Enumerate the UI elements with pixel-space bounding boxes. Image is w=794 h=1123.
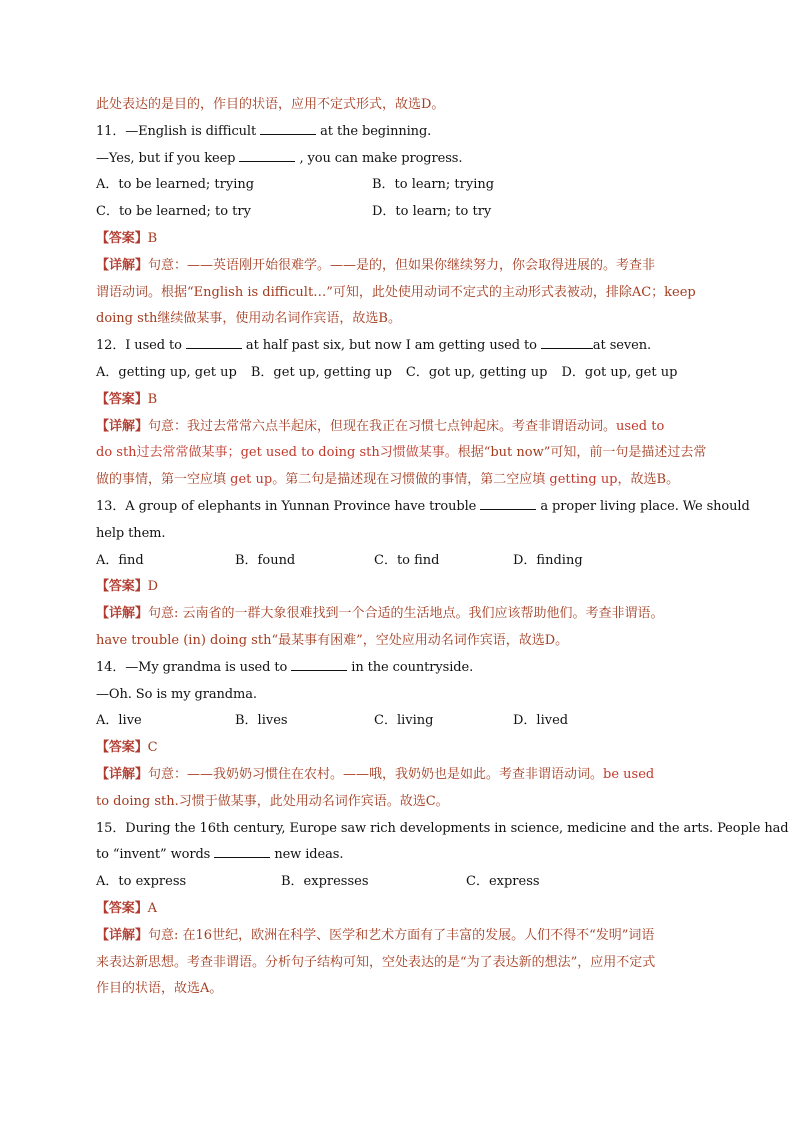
detail-line: have trouble (in) doing sth“最某事有困难”，空处应用动名词作宾语，故选D。 <box>96 632 569 648</box>
answer-value: B <box>147 230 158 246</box>
detail-line: to doing sth.习惯于做某事，此处用动名词作宾语。故选C。 <box>96 793 449 809</box>
answer-line <box>96 226 706 253</box>
option-a: A．getting up, get up <box>96 364 237 380</box>
option-b: B．to learn; trying <box>372 177 495 193</box>
intro-text: 此处表达的是目的，作目的状语，应用不定式形式，故选D。 <box>96 97 445 112</box>
option-d: D．to learn; to try <box>372 204 492 220</box>
detail-line: 【详解】句意：我过去常常六点半起床，但现在我正在习惯七点钟起床。考查非谓语动词。used to <box>96 418 665 434</box>
detail-label: 【详解】 <box>96 927 149 943</box>
option-c: C．to be learned; to try <box>96 204 251 220</box>
option-a: A．find <box>96 552 144 568</box>
question-text: —Oh. So is my grandma. <box>96 686 257 702</box>
detail-line: 作目的状语，故选A。 <box>96 981 223 997</box>
answer-blank <box>291 658 347 671</box>
detail-line: 【详解】句意：——我奶奶习惯住在农村。——哦，我奶奶也是如此。考查非谓语动词。be used <box>96 766 655 782</box>
options-row <box>96 869 706 896</box>
detail-line: 【详解】句意: 在16世纪，欧洲在科学、医学和艺术方面有了丰富的发展。人们不得不“发明”词语 <box>96 927 655 943</box>
answer-blank <box>480 497 536 510</box>
answer-value: C <box>147 740 158 756</box>
question-12 <box>96 333 706 494</box>
detail-label: 【详解】 <box>96 418 149 434</box>
answer-label: 【答案】 <box>96 740 148 756</box>
detail-line: 【详解】句意: 云南省的一群大象很难找到一个合适的生活地点。我们应该帮助他们。考查非谓语。 <box>96 606 664 622</box>
detail-line: do sth过去常常做某事；get used to doing sth习惯做某事。根据“but now”可知，前一句是描述过去常 <box>96 445 707 461</box>
detail-label: 【详解】 <box>96 257 149 273</box>
answer-label: 【答案】 <box>96 230 148 246</box>
option-b: B．expresses <box>281 874 369 890</box>
answer-label: 【答案】 <box>96 579 148 595</box>
question-text: 11．—English is difficult at the beginning. <box>96 123 432 139</box>
question-text: 12．I used to at half past six, but now I am getting used to at seven. <box>96 338 652 354</box>
document-page <box>96 92 789 1003</box>
option-c: C．to find <box>374 552 440 568</box>
detail-line: doing sth继续做某事，使用动名词作宾语，故选B。 <box>96 311 401 327</box>
answer-line <box>96 387 706 414</box>
answer-value: D <box>147 579 158 595</box>
option-c: C．living <box>374 713 434 729</box>
answer-line <box>96 735 706 762</box>
detail-label: 【详解】 <box>96 766 149 782</box>
options-row <box>96 708 706 735</box>
detail-line: 来表达新思想。考查非谓语。分析句子结构可知，空处表达的是“为了表达新的想法”，应用不定式 <box>96 954 656 970</box>
option-c: C．express <box>466 874 540 890</box>
answer-value: B <box>147 391 158 407</box>
question-text: 14．—My grandma is used to in the countryside. <box>96 659 474 675</box>
option-a: A．live <box>96 713 142 729</box>
question-text: 15．During the 16th century, Europe saw rich developments in science, medicine and the arts. People had <box>96 820 789 836</box>
question-text: to “invent” words new ideas. <box>96 847 344 863</box>
question-11 <box>96 119 706 333</box>
question-text: help them. <box>96 525 166 541</box>
option-b: B．lives <box>235 713 288 729</box>
option-b: B．get up, getting up <box>250 364 392 380</box>
option-d: D．finding <box>513 552 583 568</box>
options-row <box>96 172 706 199</box>
detail-line: 【详解】句意：——英语刚开始很难学。——是的，但如果你继续努力，你会取得进展的。考查非 <box>96 257 656 273</box>
answer-blank <box>214 845 270 858</box>
options-row <box>96 548 706 575</box>
answer-blank <box>541 336 593 349</box>
option-a: A．to express <box>96 874 187 890</box>
options-row <box>96 360 706 387</box>
answer-value: A <box>147 900 157 916</box>
answer-blank <box>186 336 242 349</box>
question-14 <box>96 655 706 816</box>
question-text: —Yes, but if you keep , you can make progress. <box>96 150 463 166</box>
answer-blank <box>239 149 295 162</box>
option-c: C．got up, getting up <box>405 364 548 380</box>
question-15 <box>96 816 789 1004</box>
answer-line <box>96 574 706 601</box>
option-d: D．got up, get up <box>561 364 678 380</box>
option-a: A．to be learned; trying <box>96 177 255 193</box>
options-row <box>96 199 706 226</box>
answer-label: 【答案】 <box>96 900 148 916</box>
question-text: 13．A group of elephants in Yunnan Province have trouble a proper living place. We should <box>96 498 750 514</box>
detail-line: 谓语动词。根据“English is difficult…”可知，此处使用动词不定式的主动形式表被动，排除AC；keep <box>96 284 696 300</box>
question-13 <box>96 494 750 655</box>
answer-blank <box>260 122 316 135</box>
option-b: B．found <box>235 552 296 568</box>
answer-label: 【答案】 <box>96 391 148 407</box>
detail-line: 做的事情，第一空应填 get up。第二句是描述现在习惯做的事情，第二空应填 getting up，故选B。 <box>96 472 680 488</box>
detail-label: 【详解】 <box>96 606 149 622</box>
option-d: D．lived <box>513 713 569 729</box>
answer-line <box>96 896 706 923</box>
